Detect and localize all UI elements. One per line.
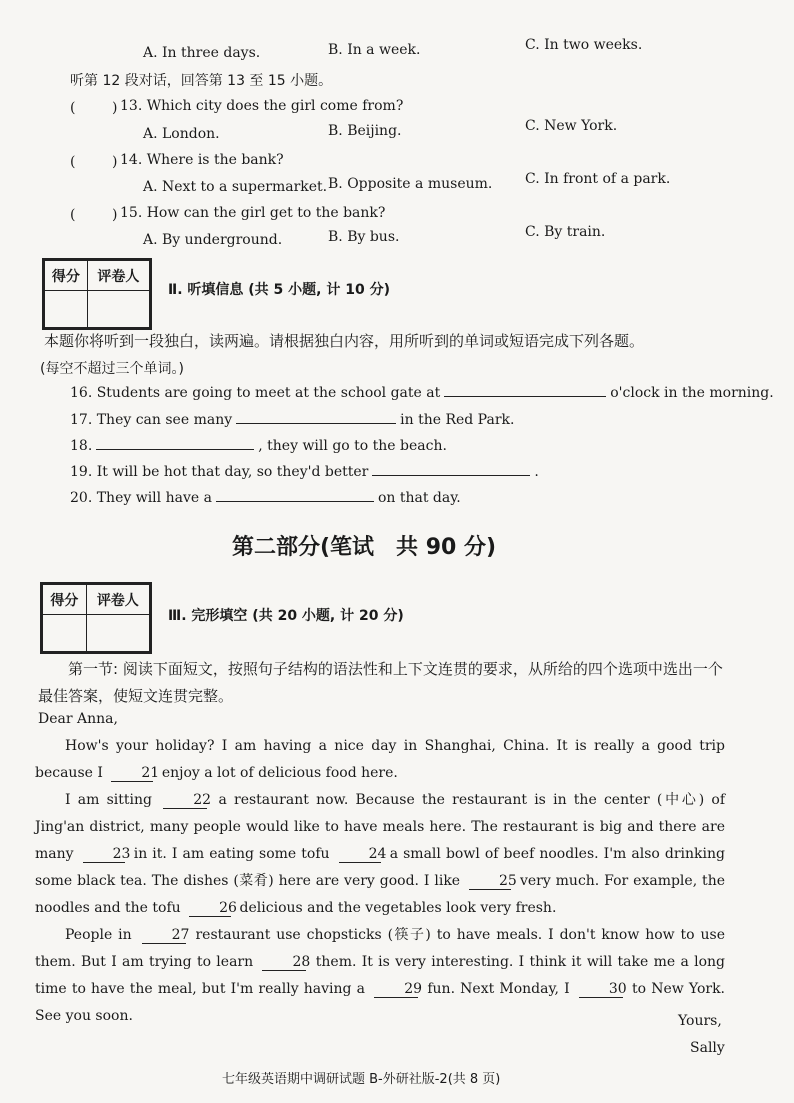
letter-greeting: Dear Anna, bbox=[38, 711, 118, 727]
q20-text-a: 20. They will have a bbox=[70, 490, 212, 506]
q20-blank[interactable] bbox=[216, 500, 374, 502]
letter-body bbox=[35, 733, 725, 1030]
p2-text-a: I am sitting bbox=[65, 792, 152, 808]
q15-option-c: C. By train. bbox=[525, 224, 606, 240]
p2-text-c: in it. I am eating some tofu bbox=[133, 846, 330, 862]
q19-text-a: 19. It will be hot that day, so they'd better bbox=[70, 464, 369, 480]
score-box-section-2 bbox=[42, 258, 152, 330]
score-cell bbox=[43, 615, 87, 652]
section-2-instruction: 本题你将听到一段独白，读两遍。请根据独白内容，用所听到的单词或短语完成下列各题。 bbox=[44, 332, 645, 350]
page-footer: 七年级英语期中调研试题 B-外研社版-2(共 8 页) bbox=[222, 1072, 501, 1087]
q14-option-a: A. Next to a supermarket. bbox=[143, 179, 328, 195]
p2-text-e: very much. For example, the noodles and the tofu bbox=[35, 873, 725, 916]
grader-label: 评卷人 bbox=[86, 585, 149, 615]
q14-stem: 14. Where is the bank? bbox=[120, 152, 284, 168]
grader-cell bbox=[86, 615, 149, 652]
p3-text-b: restaurant use chopsticks (筷子) to have meals. I don't know how to use them. But I am trying to learn bbox=[35, 927, 726, 970]
q17-text-b: in the Red Park. bbox=[400, 412, 515, 428]
q15-close-paren: ) bbox=[112, 207, 118, 223]
q19-text-b: . bbox=[534, 464, 539, 480]
section-2-note: (每空不超过三个单词。) bbox=[40, 361, 184, 377]
q19 bbox=[70, 464, 539, 480]
p3-text-c: them. It is very interesting. I think it will take me a long time to have the meal, but I'm really having a bbox=[35, 954, 726, 997]
p2-text-b: a restaurant now. Because the restaurant is in the center (中心) of Jing'an district, many people would like to have meals here. The restaurant is big and there are many bbox=[35, 792, 726, 862]
q17-text-a: 17. They can see many bbox=[70, 412, 233, 428]
grader-cell bbox=[87, 291, 149, 328]
q19-blank[interactable] bbox=[372, 474, 530, 476]
q13-stem: 13. Which city does the girl come from? bbox=[120, 98, 404, 114]
letter-paragraph-1 bbox=[35, 733, 725, 787]
p1-text-b: enjoy a lot of delicious food here. bbox=[161, 765, 398, 781]
blank-22[interactable]: 22 bbox=[163, 792, 207, 809]
q16-blank[interactable] bbox=[444, 395, 606, 397]
q14-close-paren: ) bbox=[112, 154, 118, 170]
q17 bbox=[70, 412, 514, 428]
letter-paragraph-3 bbox=[35, 922, 725, 1030]
section-2-title: Ⅱ. 听填信息 (共 5 小题, 计 10 分) bbox=[168, 282, 390, 298]
letter-paragraph-2 bbox=[35, 787, 725, 922]
blank-21[interactable]: 21 bbox=[111, 765, 153, 782]
q17-blank[interactable] bbox=[236, 422, 396, 424]
q16 bbox=[70, 385, 774, 401]
q12-option-b: B. In a week. bbox=[328, 42, 421, 58]
blank-23[interactable]: 23 bbox=[83, 846, 125, 863]
p3-text-d: fun. Next Monday, I bbox=[427, 981, 570, 997]
blank-28[interactable]: 28 bbox=[262, 954, 306, 971]
q12-option-a: A. In three days. bbox=[143, 45, 261, 61]
section-3-title: Ⅲ. 完形填空 (共 20 小题, 计 20 分) bbox=[168, 608, 404, 624]
q16-text-a: 16. Students are going to meet at the school gate at bbox=[70, 385, 441, 401]
score-label: 得分 bbox=[43, 585, 87, 615]
q13-option-c: C. New York. bbox=[525, 118, 618, 134]
q15-option-b: B. By bus. bbox=[328, 229, 400, 245]
p3-text-e: to New York. See you soon. bbox=[35, 981, 726, 1024]
q15-open-paren: ( bbox=[70, 207, 76, 223]
blank-24[interactable]: 24 bbox=[339, 846, 381, 863]
q18-blank[interactable] bbox=[96, 448, 254, 450]
q13-option-a: A. London. bbox=[143, 126, 220, 142]
blank-26[interactable]: 26 bbox=[189, 900, 231, 917]
dialogue-instruction: 听第 12 段对话，回答第 13 至 15 小题。 bbox=[70, 73, 333, 89]
blank-27[interactable]: 27 bbox=[142, 927, 186, 944]
q15-option-a: A. By underground. bbox=[143, 232, 283, 248]
score-label: 得分 bbox=[45, 261, 88, 291]
q13-open-paren: ( bbox=[70, 100, 76, 116]
blank-29[interactable]: 29 bbox=[374, 981, 418, 998]
p1-text-a: How's your holiday? I am having a nice day in Shanghai, China. It is really a good trip because I bbox=[35, 738, 725, 781]
q20-text-b: on that day. bbox=[377, 490, 461, 506]
letter-signature: Sally bbox=[690, 1040, 725, 1056]
q18-text-a: 18. bbox=[70, 438, 93, 454]
section-3-instruction: 第一节: 阅读下面短文，按照句子结构的语法性和上下文连贯的要求，从所给的四个选项中选出一个最佳答案，使短文连贯完整。 bbox=[38, 660, 723, 705]
q18 bbox=[70, 438, 447, 454]
score-box-section-3 bbox=[40, 582, 152, 654]
q13-close-paren: ) bbox=[112, 100, 118, 116]
q14-option-b: B. Opposite a museum. bbox=[328, 176, 493, 192]
letter-closing: Yours, bbox=[678, 1013, 722, 1029]
part-2-title: 第二部分(笔试 共 90 分) bbox=[232, 535, 497, 560]
q13-option-b: B. Beijing. bbox=[328, 123, 402, 139]
q16-text-b: o'clock in the morning. bbox=[610, 385, 774, 401]
q14-option-c: C. In front of a park. bbox=[525, 171, 671, 187]
blank-25[interactable]: 25 bbox=[469, 873, 511, 890]
blank-30[interactable]: 30 bbox=[579, 981, 623, 998]
q15-stem: 15. How can the girl get to the bank? bbox=[120, 205, 386, 221]
p2-text-f: delicious and the vegetables look very fresh. bbox=[239, 900, 557, 916]
q14-open-paren: ( bbox=[70, 154, 76, 170]
q20 bbox=[70, 490, 461, 506]
grader-label: 评卷人 bbox=[87, 261, 149, 291]
q12-option-c: C. In two weeks. bbox=[525, 37, 643, 53]
p3-text-a: People in bbox=[65, 927, 132, 943]
p2-text-d: a small bowl of beef noodles. I'm also drinking some black tea. The dishes (菜肴) here are very good. I like bbox=[35, 846, 725, 889]
score-cell bbox=[45, 291, 88, 328]
q18-text-b: , they will go to the beach. bbox=[258, 438, 447, 454]
